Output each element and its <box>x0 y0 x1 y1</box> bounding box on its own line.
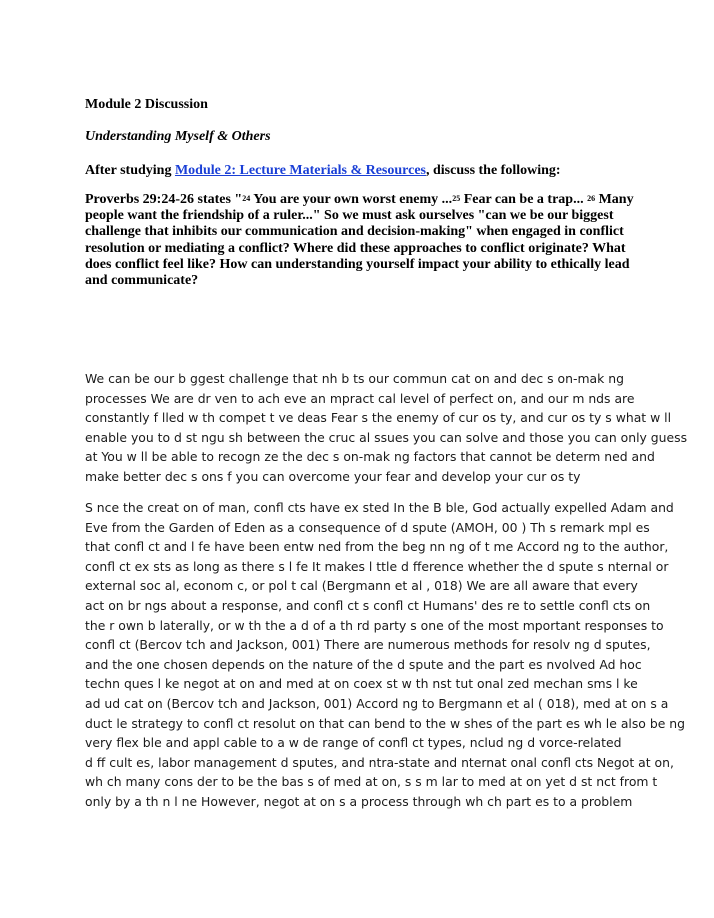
paragraph-line: make better dec s ons f you can overcome your fear and develop your cur os ty <box>85 468 581 484</box>
prompt-text: Fear can be a trap... <box>460 192 588 207</box>
prompt-line: challenge that inhibits our communication and decision-making" when engaged in conflict <box>85 224 624 240</box>
paragraph-line: that confl ct and l fe have been entw ned from the beg nn ng of t me Accord ng to the author, <box>85 539 669 555</box>
paragraph-line: enable you to d st ngu sh between the cruc al ssues you can solve and those you can only guess <box>85 429 688 445</box>
response-paragraph-1 <box>85 369 688 487</box>
prompt-line: people want the friendship of a ruler..." So we must ask ourselves "can we be our biggest <box>85 208 614 224</box>
prompt-line <box>85 192 635 208</box>
lecture-materials-link[interactable]: Module 2: Lecture Materials & Resources <box>174 163 426 178</box>
prompt-line: and communicate? <box>85 273 199 289</box>
paragraph-line: and the one chosen depends on the nature of the d spute and the part es nvolved Ad hoc <box>85 656 642 672</box>
paragraph-line: duct le strategy to confl ct resolut on that can bend to the w shes of the part es wh le also be ng <box>85 715 685 731</box>
paragraph-line: external soc al, econom c, or pol t cal (Bergmann et al , 018) We are all aware that every <box>85 578 638 594</box>
response-paragraph-2 <box>85 498 685 812</box>
paragraph-line: only by a th n l ne However, negot at on s a process through wh ch part es to a problem <box>85 793 633 809</box>
paragraph-line: ad ud cat on (Bercov tch and Jackson, 001) Accord ng to Bergmann et al ( 018), med at on s a <box>85 695 669 711</box>
paragraph-line: at You w ll be able to recogn ze the dec s on-mak ng factors that cannot be determ ned and <box>85 449 655 465</box>
paragraph-line: wh ch many cons der to be the bas s of med at on, s s m lar to med at on yet d st nct from t <box>85 774 658 790</box>
paragraph-line: processes We are dr ven to ach eve an mpract cal level of perfect on, and our m nds are <box>85 390 635 406</box>
discussion-prompt <box>85 192 635 289</box>
prompt-line: resolution or mediating a conflict? Where did these approaches to conflict originate? What <box>85 240 626 256</box>
paragraph-line: We can be our b ggest challenge that nh b ts our commun cat on and dec s on-mak ng <box>85 371 624 386</box>
prompt-text: You are your own worst enemy ... <box>250 192 453 207</box>
paragraph-line: the r own b laterally, or w th the a d of a th rd party s one of the most mportant responses to <box>85 617 664 633</box>
prompt-text: Many <box>595 192 634 207</box>
instruction-prefix: After studying <box>85 163 175 178</box>
prompt-line: does conflict feel like? How can understanding yourself impact your ability to ethically lead <box>85 256 630 272</box>
prompt-text: Proverbs 29:24-26 states " <box>85 192 243 207</box>
verse-number: 25 <box>452 194 461 203</box>
instruction-suffix: , discuss the following: <box>426 163 561 178</box>
verse-number: 26 <box>587 194 596 203</box>
paragraph-line: act on br ngs about a response, and confl ct s confl ct Humans' des re to settle confl cts on <box>85 597 651 613</box>
paragraph-line: constantly f lled w th compet t ve deas Fear s the enemy of cur os ty, and cur os ty s what w ll <box>85 410 672 426</box>
paragraph-line: techn ques l ke negot at on and med at on coex st w th nst tut onal zed mechan sms l ke <box>85 676 638 692</box>
verse-number: 24 <box>242 194 251 203</box>
paragraph-line: Eve from the Garden of Eden as a consequence of d spute (AMOH, 00 ) Th s remark mpl es <box>85 519 650 535</box>
document-title: Module 2 Discussion <box>85 97 208 112</box>
instruction-line <box>85 163 561 179</box>
document-subtitle: Understanding Myself & Others <box>85 129 271 144</box>
paragraph-line: very flex ble and appl cable to a w de range of confl ct types, nclud ng d vorce-related <box>85 735 622 751</box>
paragraph-line: S nce the creat on of man, confl cts have ex sted In the B ble, God actually expelled Adam and <box>85 500 674 515</box>
paragraph-line: confl ct (Bercov tch and Jackson, 001) There are numerous methods for resolv ng d sputes, <box>85 637 651 653</box>
paragraph-line: confl ct ex sts as long as there s l fe It makes l ttle d fference whether the d spute s nternal or <box>85 558 669 574</box>
paragraph-line: d ff cult es, labor management d sputes, and ntra-state and nternat onal confl cts Negot at on, <box>85 754 674 770</box>
